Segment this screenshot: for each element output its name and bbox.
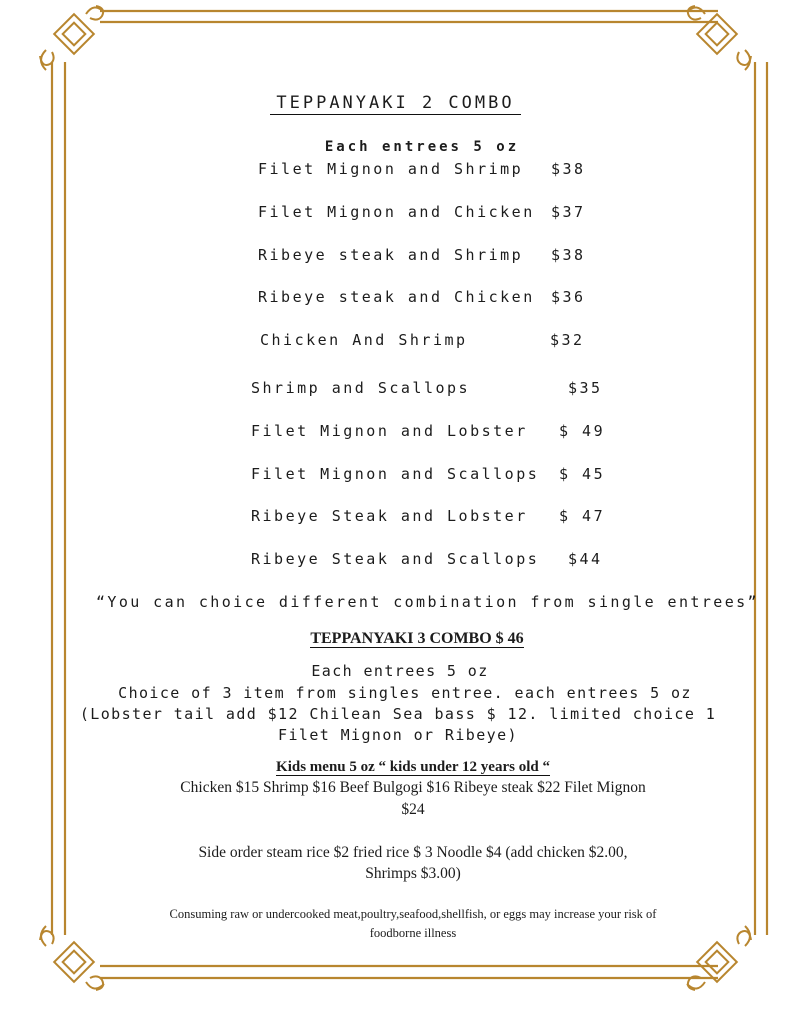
menu-item-name: Ribeye Steak and Scallops [251,550,540,568]
kids-menu-line: $24 [401,801,425,818]
health-warning-line: foodborne illness [369,926,457,940]
menu-item-price: $ 47 [559,507,606,525]
health-warning-line: Consuming raw or undercooked meat,poultry,seafood,shellfish, or eggs may increase your risk of [169,907,657,921]
kids-menu-title: Kids menu 5 oz “ kids under 12 years old “ [276,759,550,775]
menu-item-price: $36 [551,288,586,306]
combination-note: “You can choice different combination from single entrees” [96,593,759,611]
menu-item-name: Shrimp and Scallops [251,379,471,397]
menu-item-price: $ 45 [559,465,606,483]
menu-item-price: $38 [551,160,586,178]
menu-item-name: Ribeye steak and Shrimp [258,246,524,264]
menu-item-price: $32 [550,331,585,349]
menu-item-price: $35 [568,379,603,397]
menu-item-price: $44 [568,550,603,568]
combo3-title: TEPPANYAKI 3 COMBO $ 46 [310,630,524,647]
menu-item-name: Ribeye steak and Chicken [258,288,535,306]
kids-menu-line: Chicken $15 Shrimp $16 Beef Bulgogi $16 Ribeye steak $22 Filet Mignon [180,779,646,796]
menu-item-name: Filet Mignon and Scallops [251,465,540,483]
menu-item-name: Filet Mignon and Shrimp [258,160,524,178]
menu-subtitle: Each entrees 5 oz [324,139,520,155]
combo3-line: (Lobster tail add $12 Chilean Sea bass $ 12. limited choice 1 [79,705,717,723]
combo3-line: Choice of 3 item from singles entree. each entrees 5 oz [118,684,692,702]
menu-item-price: $37 [551,203,586,221]
menu-item-name: Filet Mignon and Chicken [258,203,535,221]
menu-item-price: $ 49 [559,422,606,440]
menu-item-price: $38 [551,246,586,264]
side-order-line: Shrimps $3.00) [365,865,461,882]
menu-item-name: Filet Mignon and Lobster [251,422,528,440]
menu-item-name: Ribeye Steak and Lobster [251,507,528,525]
menu-item-name: Chicken And Shrimp [260,331,468,349]
combo3-line: Filet Mignon or Ribeye) [278,726,518,744]
side-order-line: Side order steam rice $2 fried rice $ 3 Noodle $4 (add chicken $2.00, [198,844,628,861]
combo3-line: Each entrees 5 oz [311,662,489,680]
menu-title: TEPPANYAKI 2 COMBO [0,93,791,113]
